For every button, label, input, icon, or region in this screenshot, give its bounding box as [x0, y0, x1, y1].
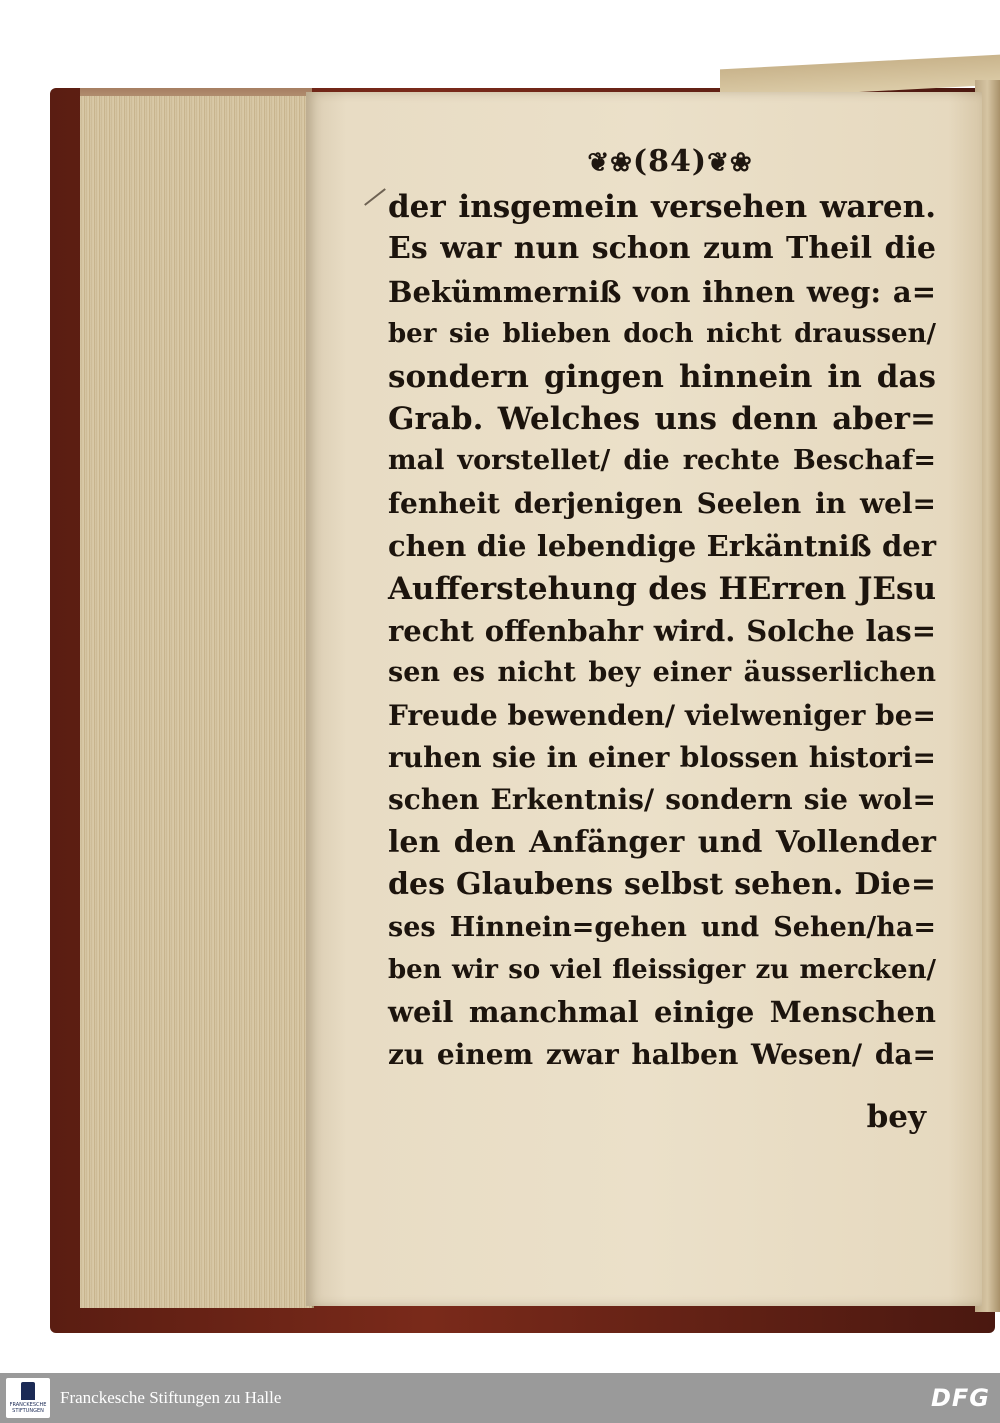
text-line: sen es nicht bey einer äusserlichen [388, 657, 936, 689]
text-line: des Glaubens selbst sehen. Die= [388, 867, 936, 903]
text-line: weil manchmal einige Menschen [388, 995, 936, 1030]
catchword: bey [866, 1099, 926, 1135]
text-line: mal vorstellet/ die rechte Beschaf= [388, 445, 936, 477]
ornament-right-icon: ❦❀ [707, 148, 753, 178]
body-text [388, 186, 936, 1076]
ornament-left-icon: ❦❀ [587, 148, 633, 178]
text-line: ben wir so viel fleissiger zu mercken/ [388, 955, 936, 986]
text-line: fenheit derjenigen Seelen in wel= [388, 486, 936, 520]
text-line: len den Anfänger und Vollender [388, 824, 936, 860]
text-line: Grab. Welches uns denn aber= [388, 400, 936, 437]
institution-name[interactable]: Franckesche Stiftungen zu Halle [60, 1388, 282, 1407]
logo-text: FRANCKESCHE STIFTUNGEN [9, 1402, 47, 1414]
text-line: chen die lebendige Erkäntniß der [388, 529, 936, 564]
building-icon [21, 1382, 35, 1400]
page-block-edges [80, 96, 314, 1308]
text-line: ber sie blieben doch nicht draussen/ [388, 319, 936, 350]
page-header [560, 140, 780, 184]
text-line: Bekümmerniß von ihnen weg: a= [388, 274, 936, 309]
text-line: Freude bewenden/ vielweniger be= [388, 698, 936, 732]
text-line: zu einem zwar halben Wesen/ da= [388, 1037, 936, 1071]
text-line: recht offenbahr wird. Solche las= [388, 613, 936, 648]
text-line: Aufferstehung des HErren JEsu [388, 570, 936, 607]
dfg-logo[interactable]: DFG [930, 1384, 990, 1412]
text-line: ruhen sie in einer blossen histori= [388, 741, 936, 775]
text-line: ses Hinnein=gehen und Sehen/ha= [388, 911, 936, 943]
text-line: der insgemein versehen waren. [388, 189, 936, 225]
page-number: (84) [632, 144, 708, 179]
footer-bar [0, 1373, 1000, 1423]
institution-logo[interactable] [6, 1378, 50, 1418]
text-line: schen Erkentnis/ sondern sie wol= [388, 783, 936, 817]
text-line: sondern gingen hinnein in das [388, 358, 936, 395]
text-line: Es war nun schon zum Theil die [388, 231, 936, 267]
